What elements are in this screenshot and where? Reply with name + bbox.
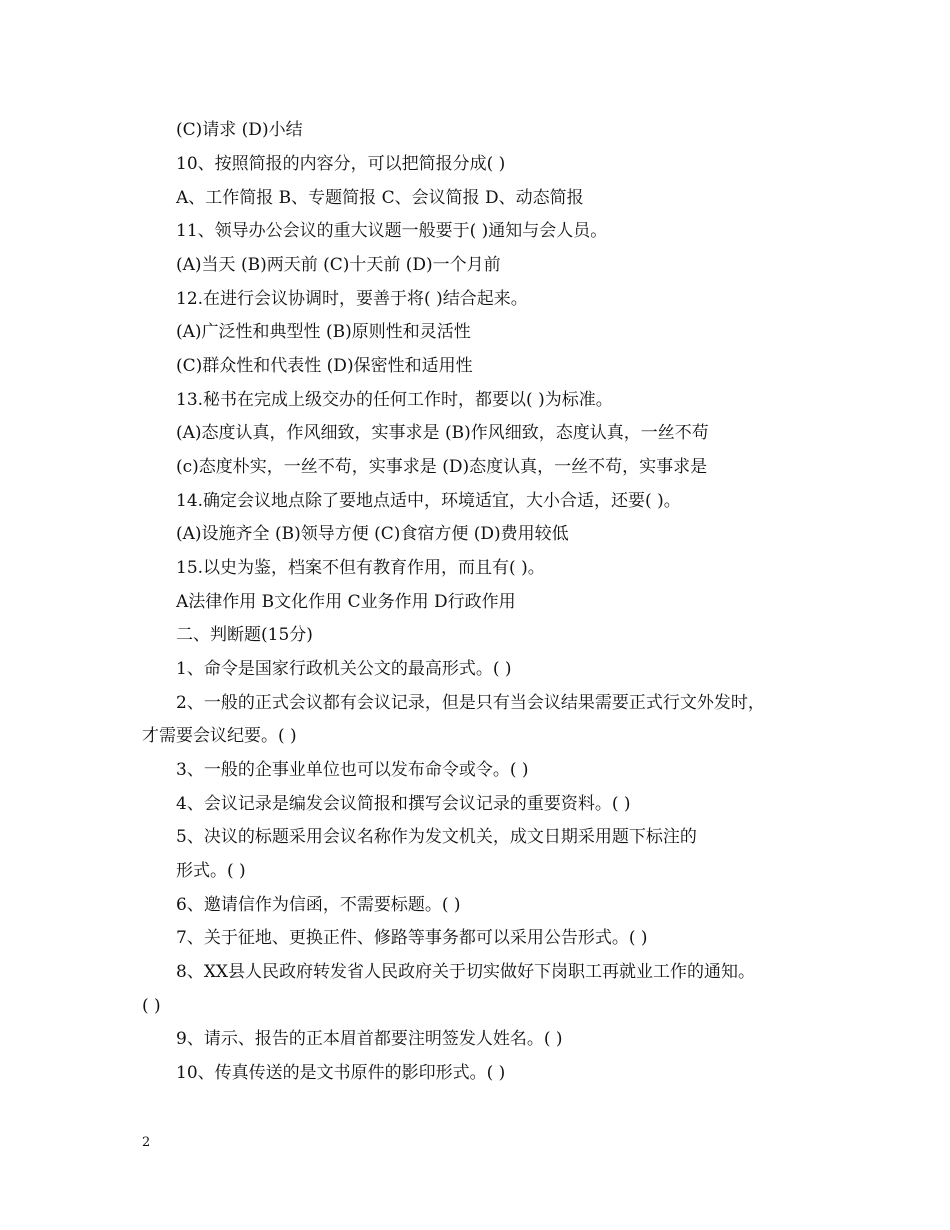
judgment-9: 9、请示、报告的正本眉首都要注明签发人姓名。( ) bbox=[176, 1029, 563, 1049]
option-line-10: A、工作简报 B、专题简报 C、会议简报 D、动态简报 bbox=[176, 188, 584, 208]
judgment-6: 6、邀请信作为信函，不需要标题。( ) bbox=[176, 895, 461, 915]
judgment-2: 2、一般的正式会议都有会议记录，但是只有当会议结果需要正式行文外发时， bbox=[176, 693, 765, 713]
question-14: 14.确定会议地点除了要地点适中，环境适宜，大小合适，还要( )。 bbox=[176, 491, 681, 511]
option-line-15: A法律作用 B文化作用 C业务作用 D行政作用 bbox=[176, 592, 516, 612]
option-line-13a: (A)态度认真，作风细致，实事求是 (B)作风细致，态度认真，一丝不苟 bbox=[176, 423, 709, 443]
option-line-14: (A)设施齐全 (B)领导方便 (C)食宿方便 (D)费用较低 bbox=[176, 524, 569, 544]
question-11: 11、领导办公会议的重大议题一般要于( )通知与会人员。 bbox=[176, 221, 608, 241]
question-15: 15.以史为鉴，档案不但有教育作用，而且有( )。 bbox=[176, 558, 545, 578]
judgment-2-cont: 才需要会议纪要。( ) bbox=[142, 726, 297, 746]
section-heading: 二、判断题(15分) bbox=[176, 625, 313, 645]
judgment-10: 10、传真传送的是文书原件的影印形式。( ) bbox=[176, 1063, 506, 1083]
option-line-12b: (C)群众性和代表性 (D)保密性和适用性 bbox=[176, 356, 473, 376]
judgment-7: 7、关于征地、更换正件、修路等事务都可以采用公告形式。( ) bbox=[176, 928, 648, 948]
option-line-11: (A)当天 (B)两天前 (C)十天前 (D)一个月前 bbox=[176, 255, 501, 275]
judgment-5: 5、决议的标题采用会议名称作为发文机关，成文日期采用题下标注的 bbox=[176, 827, 697, 847]
judgment-5-cont: 形式。( ) bbox=[176, 861, 246, 881]
judgment-8: 8、XX县人民政府转发省人民政府关于切实做好下岗职工再就业工作的通知。 bbox=[176, 962, 756, 982]
judgment-8-cont: ( ) bbox=[142, 996, 161, 1016]
option-line-9: (C)请求 (D)小结 bbox=[176, 120, 303, 140]
page-number: 2 bbox=[142, 1135, 151, 1150]
judgment-1: 1、命令是国家行政机关公文的最高形式。( ) bbox=[176, 659, 512, 679]
option-line-12a: (A)广泛性和典型性 (B)原则性和灵活性 bbox=[176, 322, 471, 342]
judgment-3: 3、一般的企事业单位也可以发布命令或令。( ) bbox=[176, 760, 529, 780]
judgment-4: 4、会议记录是编发会议简报和撰写会议记录的重要资料。( ) bbox=[176, 794, 631, 814]
question-13: 13.秘书在完成上级交办的任何工作时，都要以( )为标准。 bbox=[176, 390, 613, 410]
option-line-13b: (c)态度朴实，一丝不苟，实事求是 (D)态度认真，一丝不苟，实事求是 bbox=[176, 457, 708, 477]
question-10: 10、按照简报的内容分，可以把简报分成( ) bbox=[176, 154, 506, 174]
question-12: 12.在进行会议协调时，要善于将( )结合起来。 bbox=[176, 289, 528, 309]
